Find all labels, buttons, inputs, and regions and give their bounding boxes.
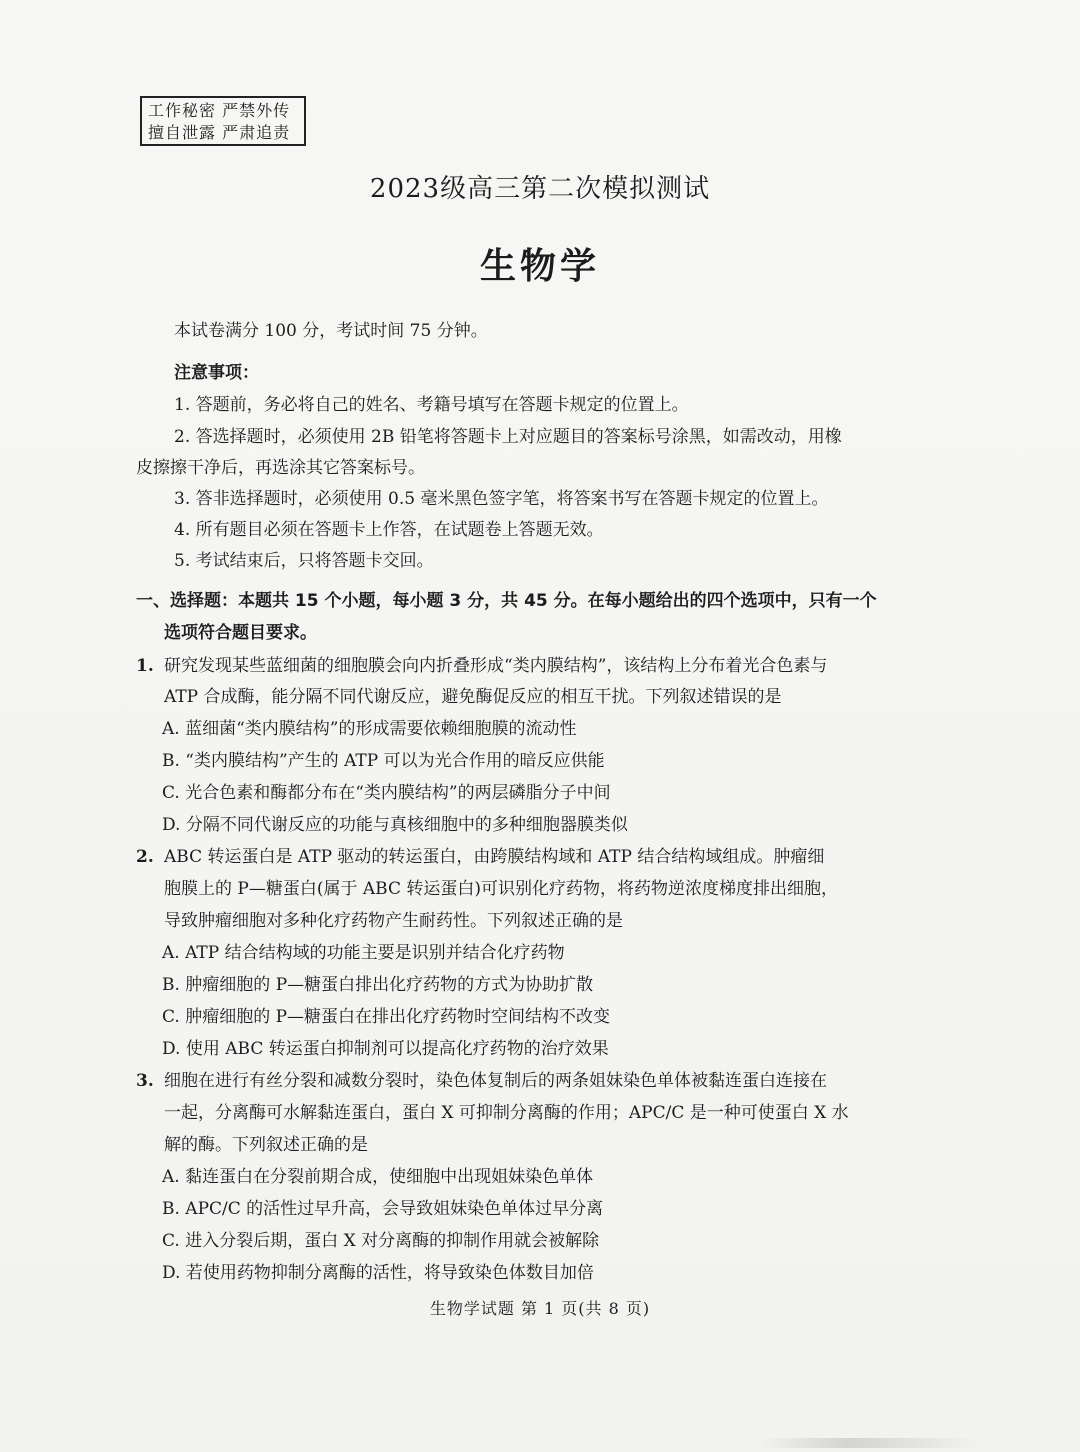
stamp-line-1: 工作秘密 严禁外传 [148,101,291,120]
question-option: B. APC/C 的活性过早升高，会导致姐妹染色单体过早分离 [162,1199,604,1219]
question-option: C. 光合色素和酶都分布在“类内膜结构”的两层磷脂分子中间 [162,783,611,803]
question-option: A. 黏连蛋白在分裂前期合成，使细胞中出现姐妹染色单体 [162,1167,594,1187]
exam-title: 2023级高三第二次模拟测试 [369,174,711,204]
question-stem: 研究发现某些蓝细菌的细胞膜会向内折叠形成“类内膜结构”，该结构上分布着光合色素与 [164,656,828,676]
question-stem: 解的酶。下列叙述正确的是 [164,1135,368,1155]
notes-heading: 注意事项： [174,363,259,383]
question-stem: ABC 转运蛋白是 ATP 驱动的转运蛋白，由跨膜结构域和 ATP 结合结构域组成。肿瘤细 [164,847,825,867]
question-stem: 导致肿瘤细胞对多种化疗药物产生耐药性。下列叙述正确的是 [164,911,623,931]
intro-text: 本试卷满分 100 分，考试时间 75 分钟。 [174,321,488,341]
question-number: 3. [136,1071,154,1091]
question-stem: 胞膜上的 P—糖蛋白(属于 ABC 转运蛋白)可识别化疗药物，将药物逆浓度梯度排出细胞， [164,879,839,899]
note-item: 1. 答题前，务必将自己的姓名、考籍号填写在答题卡规定的位置上。 [174,395,689,415]
question-option: C. 进入分裂后期，蛋白 X 对分离酶的抑制作用就会被解除 [162,1231,600,1251]
question-option: C. 肿瘤细胞的 P—糖蛋白在排出化疗药物时空间结构不改变 [162,1007,611,1027]
stamp-line-2: 擅自泄露 严肃追责 [148,123,291,142]
section-heading: 一、选择题：本题共 15 个小题，每小题 3 分，共 45 分。在每小题给出的四个选项中，只有一个 [136,591,877,611]
scan-smudge [760,1438,980,1448]
section-heading-continued: 选项符合题目要求。 [164,623,317,643]
note-item: 2. 答选择题时，必须使用 2B 铅笔将答题卡上对应题目的答案标号涂黑，如需改动，用橡 [174,427,842,447]
question-option: D. 若使用药物抑制分离酶的活性，将导致染色体数目加倍 [162,1263,594,1283]
subject-title: 生物学 [479,246,600,287]
note-item: 5. 考试结束后，只将答题卡交回。 [174,551,434,571]
note-item-continued: 皮擦擦干净后，再选涂其它答案标号。 [136,458,425,478]
page-footer: 生物学试题 第 1 页(共 8 页) [429,1299,651,1318]
note-item: 4. 所有题目必须在答题卡上作答，在试题卷上答题无效。 [174,520,604,540]
question-option: A. ATP 结合结构域的功能主要是识别并结合化疗药物 [162,943,565,963]
question-number: 2. [136,847,154,867]
note-item: 3. 答非选择题时，必须使用 0.5 毫米黑色签字笔，将答案书写在答题卡规定的位置上。 [174,489,829,509]
question-stem: 细胞在进行有丝分裂和减数分裂时，染色体复制后的两条姐妹染色单体被黏连蛋白连接在 [164,1071,827,1091]
question-option: B. 肿瘤细胞的 P—糖蛋白排出化疗药物的方式为协助扩散 [162,975,594,995]
question-option: D. 分隔不同代谢反应的功能与真核细胞中的多种细胞器膜类似 [162,815,628,835]
question-option: A. 蓝细菌“类内膜结构”的形成需要依赖细胞膜的流动性 [162,719,577,739]
question-stem: ATP 合成酶，能分隔不同代谢反应，避免酶促反应的相互干扰。下列叙述错误的是 [164,687,782,707]
question-option: B. “类内膜结构”产生的 ATP 可以为光合作用的暗反应供能 [162,751,605,771]
question-number: 1. [136,656,154,676]
question-stem: 一起，分离酶可水解黏连蛋白，蛋白 X 可抑制分离酶的作用；APC/C 是一种可使蛋白 X 水 [164,1103,849,1123]
question-option: D. 使用 ABC 转运蛋白抑制剂可以提高化疗药物的治疗效果 [162,1039,609,1059]
confidential-stamp [140,96,306,146]
